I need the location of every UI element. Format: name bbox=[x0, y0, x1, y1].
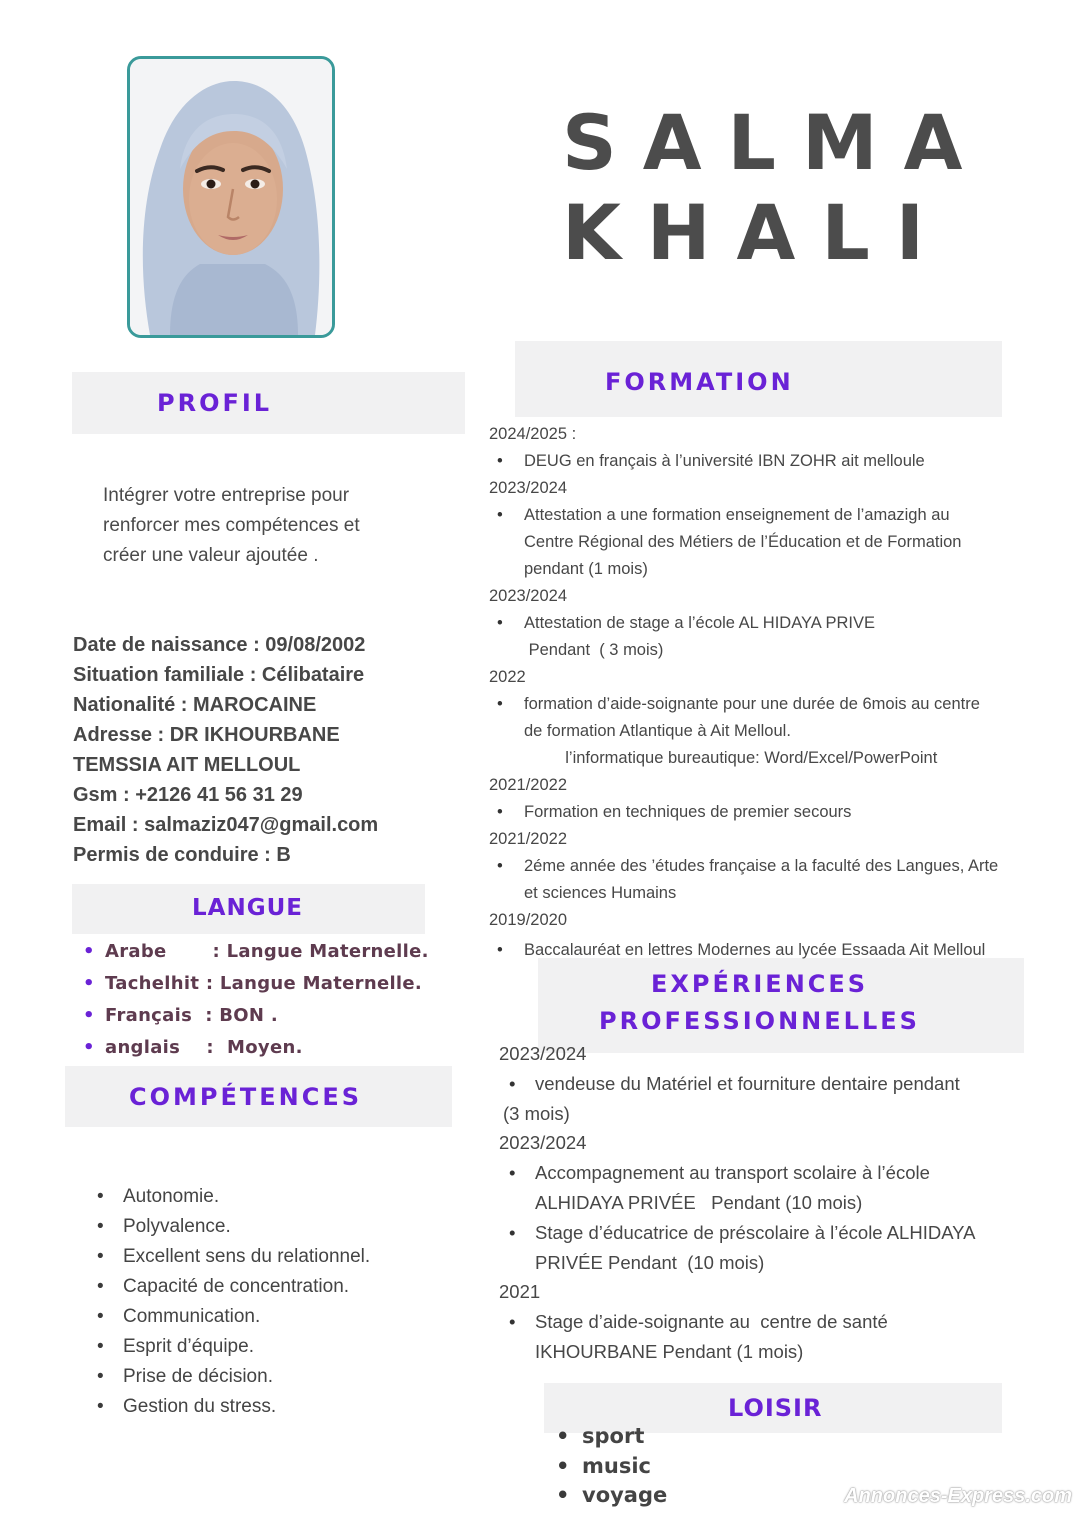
formation-item bbox=[489, 610, 1074, 664]
formation-year: 2023/2024 bbox=[489, 587, 567, 605]
skill-item: • Autonomie. bbox=[123, 1182, 370, 1212]
formation-year: 2022 bbox=[489, 668, 526, 686]
experience-line: • Accompagnement au transport scolaire à l’école bbox=[535, 1162, 930, 1184]
skill-item: • Communication. bbox=[123, 1302, 370, 1332]
experience-item bbox=[499, 1307, 1059, 1367]
hobby-item: • music bbox=[582, 1452, 667, 1482]
profil-line: créer une valeur ajoutée . bbox=[103, 545, 319, 566]
marital-status: Situation familiale : Célibataire bbox=[73, 664, 365, 686]
experience-line: • Stage d’aide-soignante au centre de santé bbox=[535, 1311, 888, 1333]
formation-line: • Baccalauréat en lettres Modernes au lycée Essaada Ait Melloul bbox=[524, 941, 986, 959]
formation-line: • Attestation a une formation enseignement de l’amazigh au bbox=[524, 506, 950, 524]
experience-line: IKHOURBANE Pendant (1 mois) bbox=[535, 1340, 804, 1362]
formation-list bbox=[489, 421, 1074, 934]
formation-line: • Formation en techniques de premier secours bbox=[524, 803, 852, 821]
skill-item: • Esprit d’équipe. bbox=[123, 1332, 370, 1362]
formation-item bbox=[489, 502, 1074, 583]
hobby-item: • sport bbox=[582, 1422, 667, 1452]
formation-item bbox=[489, 691, 1074, 772]
formation-year: 2024/2025 : bbox=[489, 425, 577, 443]
experience-line: • vendeuse du Matériel et fourniture dentaire pendant bbox=[535, 1072, 960, 1094]
profil-title: PROFIL bbox=[157, 389, 273, 417]
loisir-list bbox=[582, 1422, 667, 1511]
skill-item: • Excellent sens du relationnel. bbox=[123, 1242, 370, 1272]
formation-line: de formation Atlantique à Ait Melloul. bbox=[524, 722, 791, 740]
formation-last-item bbox=[489, 937, 1074, 964]
langue-header-band bbox=[72, 884, 425, 934]
address-line-1: Adresse : DR IKHOURBANE bbox=[73, 724, 340, 746]
formation-year: 2023/2024 bbox=[489, 479, 567, 497]
email: Email : salmaziz047@gmail.com bbox=[73, 814, 379, 836]
competences-header-band bbox=[65, 1066, 452, 1127]
name-last: KHALI bbox=[562, 188, 951, 277]
formation-header-band bbox=[515, 341, 1002, 417]
skill-item: • Polyvalence. bbox=[123, 1212, 370, 1242]
profil-line: Intégrer votre entreprise pour bbox=[103, 485, 350, 506]
experience-tail: (3 mois) bbox=[503, 1102, 570, 1124]
experiences-list bbox=[499, 1039, 1059, 1367]
experience-year: 2023/2024 bbox=[499, 1132, 587, 1154]
experience-line: • Stage d’éducatrice de préscolaire à l’école ALHIDAYA bbox=[535, 1221, 976, 1243]
driving-license: Permis de conduire : B bbox=[73, 844, 291, 866]
portrait-illustration bbox=[130, 59, 332, 335]
profil-text bbox=[103, 481, 360, 571]
formation-line: • 2éme année des ’études française a la faculté des Langues, Arte bbox=[524, 857, 999, 875]
profil-header-band bbox=[72, 372, 465, 434]
formation-line: Pendant ( 3 mois) bbox=[524, 641, 664, 659]
formation-line: pendant (1 mois) bbox=[524, 560, 648, 578]
language-item: • Tachelhit : Langue Maternelle. bbox=[105, 968, 429, 1000]
formation-item bbox=[489, 853, 1074, 907]
formation-line: Centre Régional des Métiers de l’Éducation et de Formation bbox=[524, 533, 962, 551]
language-item: • Arabe : Langue Maternelle. bbox=[105, 936, 429, 968]
name-first: SALMA bbox=[562, 98, 989, 187]
language-item: • Français : BON . bbox=[105, 1000, 429, 1032]
competences-list bbox=[123, 1182, 370, 1422]
profil-line: renforcer mes compétences et bbox=[103, 515, 360, 536]
experience-item bbox=[499, 1069, 1059, 1099]
formation-line: et sciences Humains bbox=[524, 884, 677, 902]
formation-title: FORMATION bbox=[605, 368, 794, 396]
address-line-2: TEMSSIA AIT MELLOUL bbox=[73, 754, 301, 776]
formation-line: • formation d’aide-soignante pour une durée de 6mois au centre bbox=[524, 695, 980, 713]
experience-item bbox=[499, 1158, 1059, 1218]
competences-title: COMPÉTENCES bbox=[129, 1083, 363, 1111]
experiences-title-line-2: PROFESSIONNELLES bbox=[599, 1007, 920, 1035]
skill-item: • Gestion du stress. bbox=[123, 1392, 370, 1422]
langue-title: LANGUE bbox=[192, 895, 303, 921]
experience-year: 2021 bbox=[499, 1281, 541, 1303]
skill-item: • Prise de décision. bbox=[123, 1362, 370, 1392]
formation-line: • DEUG en français à l’université IBN ZOHR ait melloule bbox=[524, 452, 925, 470]
langue-list bbox=[105, 936, 429, 1064]
hobby-item: • voyage bbox=[582, 1481, 667, 1511]
loisir-title: LOISIR bbox=[728, 1394, 823, 1422]
formation-item bbox=[489, 799, 1074, 826]
watermark: Annonces-Express.com bbox=[844, 1485, 1072, 1507]
experience-year: 2023/2024 bbox=[499, 1043, 587, 1064]
formation-line: l’informatique bureautique: Word/Excel/PowerPoint bbox=[524, 749, 938, 767]
phone: Gsm : +2126 41 56 31 29 bbox=[73, 784, 303, 806]
formation-year: 2021/2022 bbox=[489, 776, 567, 794]
profile-photo bbox=[127, 56, 335, 338]
formation-item bbox=[489, 448, 1074, 475]
formation-year: 2019/2020 bbox=[489, 911, 567, 929]
personal-info bbox=[73, 630, 378, 870]
experiences-title-line-1: EXPÉRIENCES bbox=[651, 970, 869, 998]
skill-item: • Capacité de concentration. bbox=[123, 1272, 370, 1302]
language-item: • anglais : Moyen. bbox=[105, 1032, 429, 1064]
formation-item bbox=[489, 937, 1074, 964]
formation-year: 2021/2022 bbox=[489, 830, 567, 848]
nationality: Nationalité : MAROCAINE bbox=[73, 694, 317, 716]
formation-line: • Attestation de stage a l’école AL HIDAYA PRIVE bbox=[524, 614, 875, 632]
birth-date: Date de naissance : 09/08/2002 bbox=[73, 634, 366, 656]
experience-item bbox=[499, 1218, 1059, 1278]
experience-line: PRIVÉE Pendant (10 mois) bbox=[535, 1251, 765, 1273]
experience-line: ALHIDAYA PRIVÉE Pendant (10 mois) bbox=[535, 1191, 863, 1213]
